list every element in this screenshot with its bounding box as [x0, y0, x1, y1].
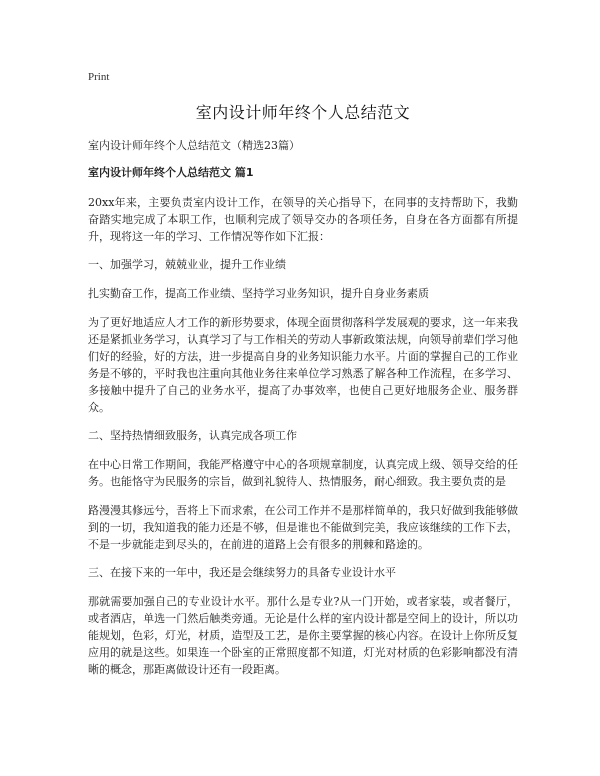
document-subtitle: 室内设计师年终个人总结范文（精选23篇） — [88, 139, 300, 152]
paragraph-4: 在中心日常工作期间，我能严格遵守中心的各项规章制度，认真完成上级、领导交给的任务。也能恪守为民服务的宗旨，做到礼貌待人、热情服务，耐心细致。我主要负责的是 — [88, 458, 518, 488]
section-heading: 室内设计师年终个人总结范文 篇1 — [88, 166, 254, 179]
subheading-2: 二、坚持热情细致服务，认真完成各项工作 — [88, 429, 297, 442]
paragraph-5: 路漫漫其修远兮，吾将上下而求索，在公司工作并不是那样简单的，我只好做到我能够做到的一切，我知道我的能力还是不够，但是谁也不能做到完美，我应该继续的工作下去，不是一步就能走到尽头的，在前进的道路上会有很多的荆棘和路途的。 — [88, 504, 518, 551]
subheading-3: 三、在接下来的一年中，我还是会继续努力的具备专业设计水平 — [88, 566, 396, 579]
paragraph-2: 扎实勤奋工作，提高工作业绩、坚持学习业务知识，提升自身业务素质 — [88, 287, 429, 300]
subheading-1: 一、加强学习，兢兢业业，提升工作业绩 — [88, 258, 286, 271]
paragraph-3: 为了更好地适应人才工作的新形势要求，体现全面贯彻落科学发展观的要求，这一年来我还是紧抓业务学习，认真学习了与工作相关的劳动人事新政策法规，向领导前辈们学习他们好的经验，好的方法，进一步提高自身的业务知识能力水平。片面的掌握自己的工作业务是不够的，平时我也注重向其他业务往来单位学习熟悉了解各种工作流程，在多学习、多接触中提升了自己的业务水平，提高了办事效率，也使自己更好地服务企业、服务群众。 — [88, 316, 518, 414]
paragraph-intro: 20xx年来，主要负责室内设计工作，在领导的关心指导下，在同事的支持帮助下，我勤奋踏实地完成了本职工作，也顺利完成了领导交办的各项任务，自身在各方面都有所提升，现将这一年的学习、工作情况等作如下汇报： — [88, 196, 518, 243]
paragraph-6: 那就需要加强自己的专业设计水平。那什么是专业?从一门开始，或者家装，或者餐厅，或者酒店，单选一门然后触类旁通。无论是什么样的室内设计都是空间上的设计，所以功能规划，色彩，灯光，材质，造型及工艺，是你主要掌握的核心内容。在设计上你所反复应用的就是这些。如果连一个卧室的正常照度都不知道，灯光对材质的色彩影响都没有清晰的概念，那距离做设计还有一段距离。 — [88, 595, 518, 676]
document-title: 室内设计师年终个人总结范文 — [195, 103, 411, 122]
print-label: Print — [88, 71, 110, 83]
document-page — [88, 70, 518, 690]
